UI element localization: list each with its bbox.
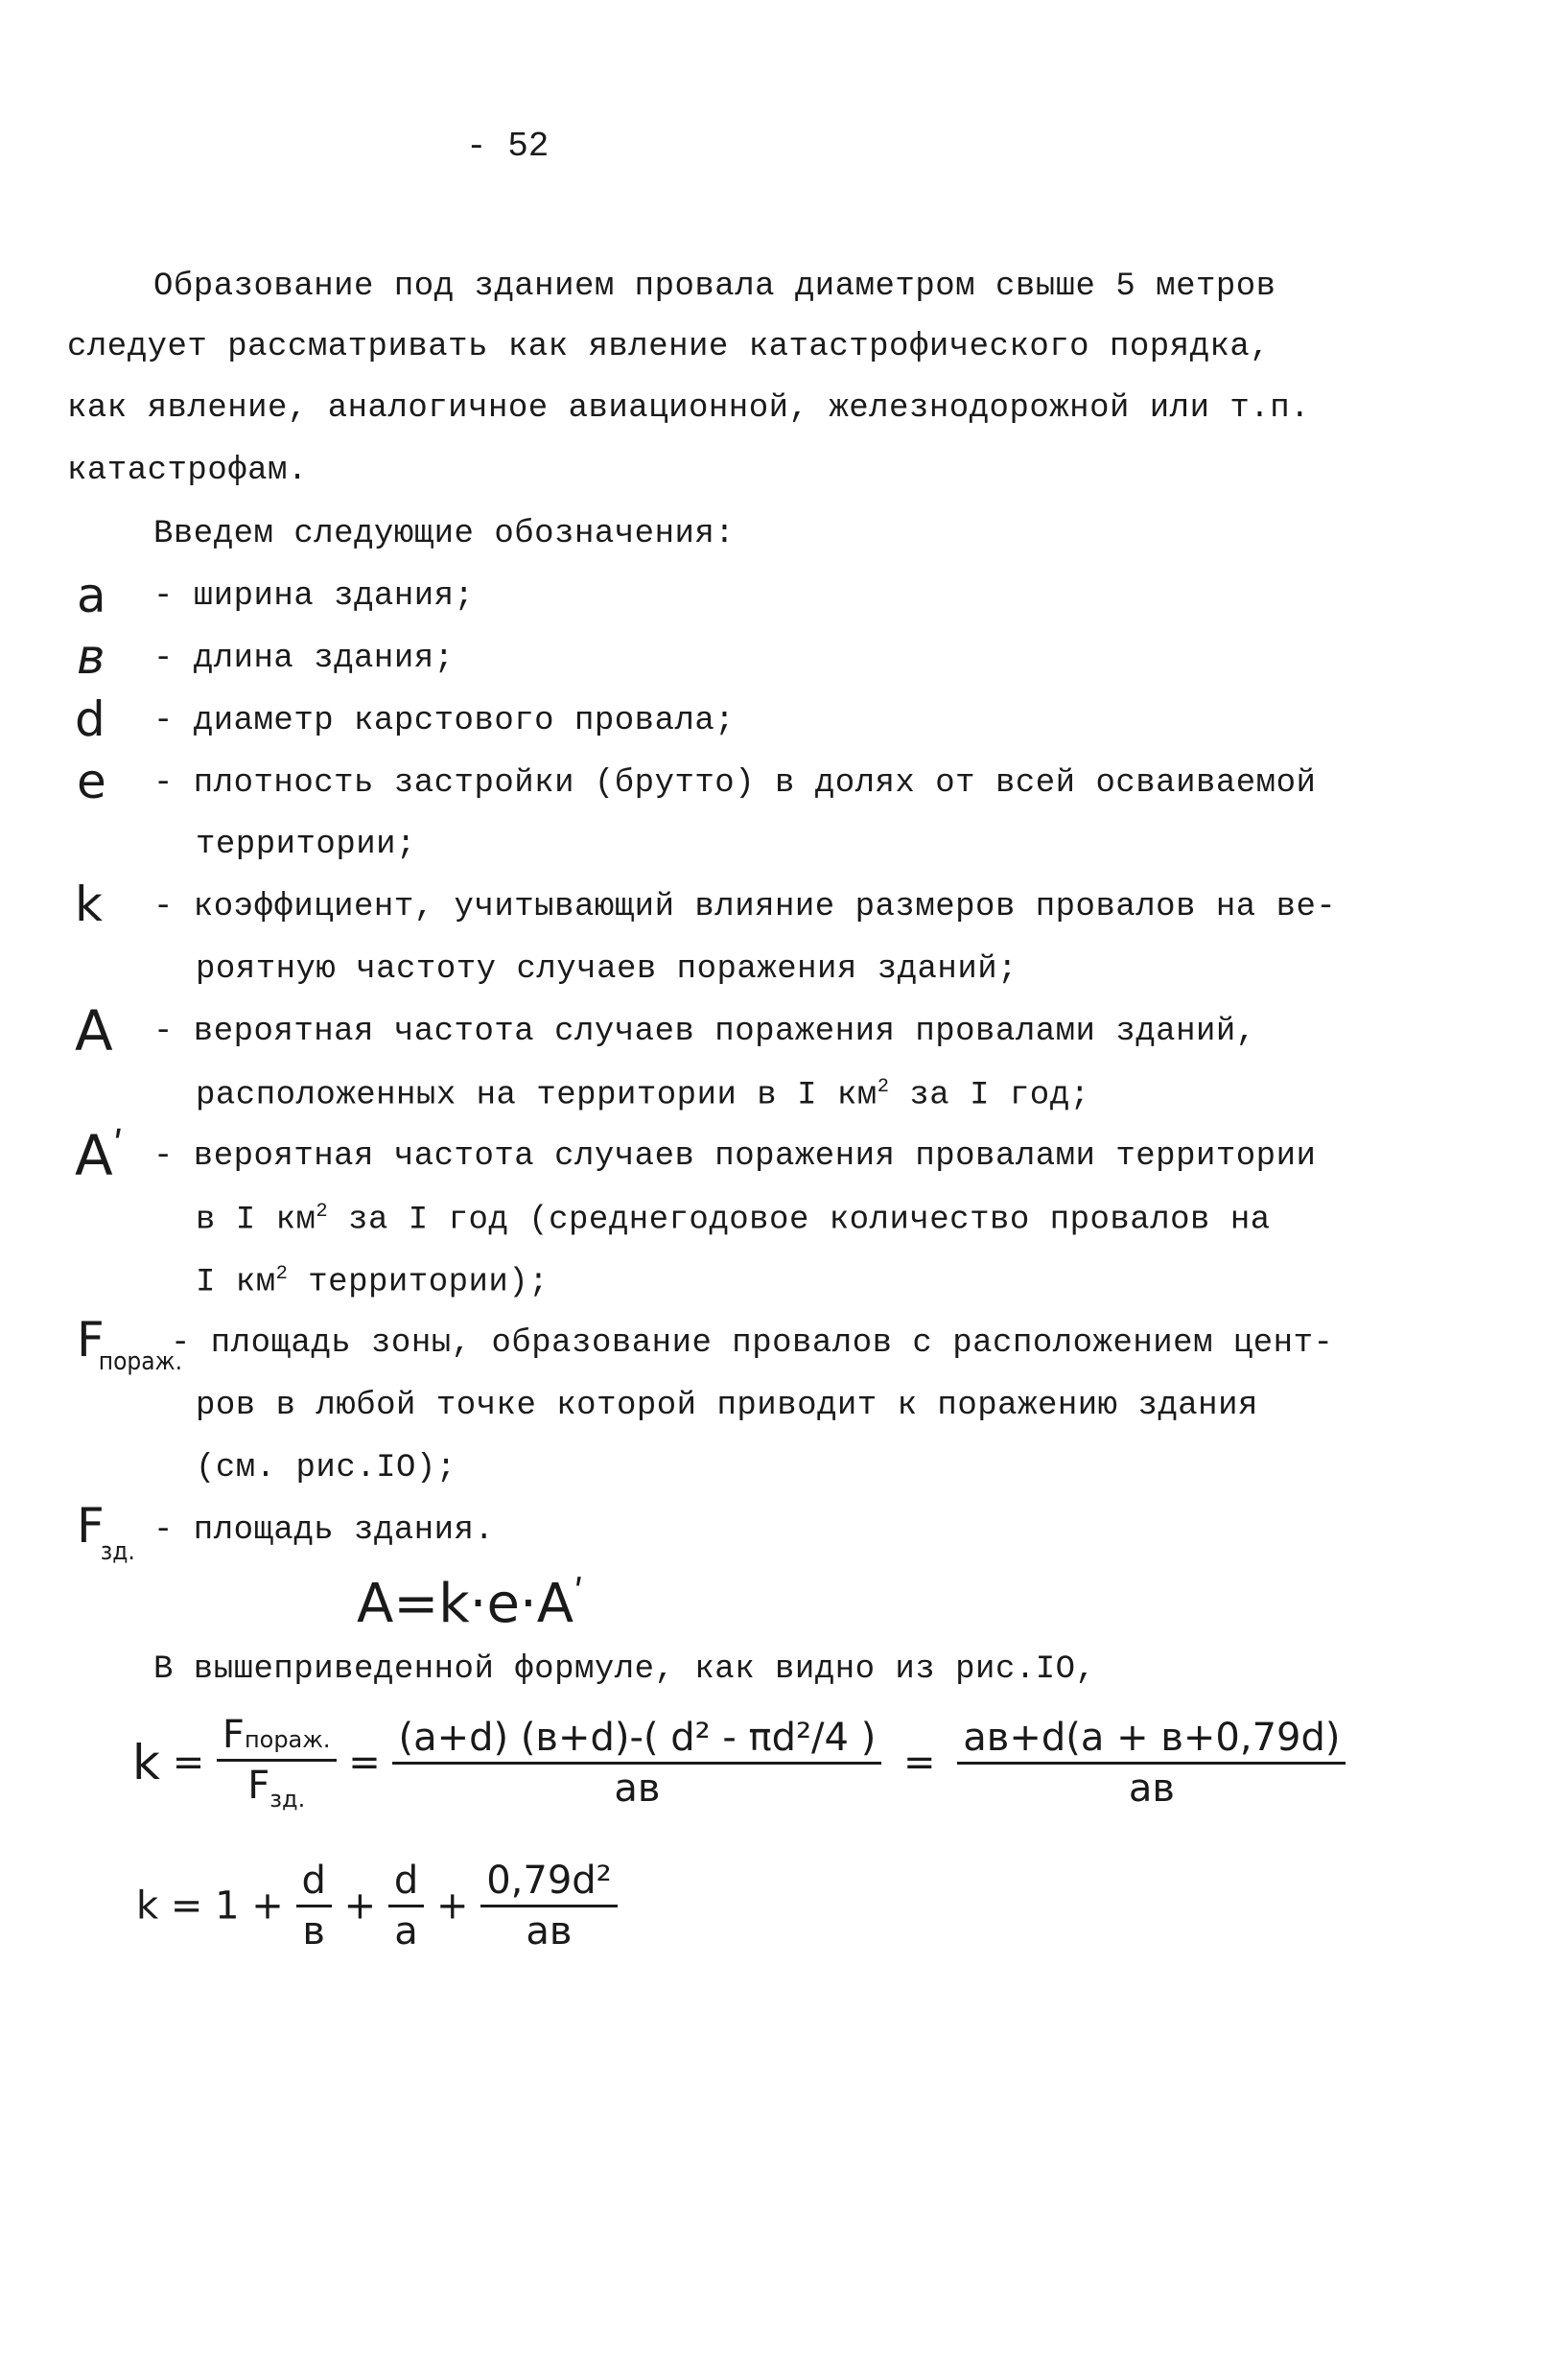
symbol-A-prime-mark: ʹ: [112, 1125, 124, 1169]
formula-A-A1: A: [536, 1573, 574, 1635]
fraction-F-num-sub: пораж.: [244, 1726, 331, 1753]
symbol-d: d: [75, 691, 105, 747]
def-A-line2: [196, 1076, 1090, 1113]
symbol-F-porazh-letter: F: [77, 1312, 105, 1368]
def-Fp-line2: ров в любой точке которой приводит к поражению здания: [196, 1388, 1258, 1424]
def-A1-sq2: 2: [275, 1263, 289, 1285]
fraction-079-num: 0,79d²: [480, 1859, 618, 1907]
formula-A-prime: ʹ: [573, 1573, 584, 1615]
formula-k1-eq3: =: [903, 1741, 936, 1785]
symbol-A: A: [75, 998, 113, 1064]
fraction-079: [480, 1859, 618, 1954]
fraction-d-b-den: в: [302, 1909, 325, 1954]
formula-k1-k: k: [132, 1735, 160, 1790]
symbol-F-zd-letter: F: [77, 1498, 105, 1554]
fraction-F-den-sub: зд.: [269, 1786, 306, 1813]
formula-k2-plus1: +: [343, 1883, 377, 1929]
formula-k2: [136, 1859, 618, 1954]
fraction-d-b: [296, 1859, 332, 1954]
symbol-F-porazh: [77, 1312, 183, 1376]
formula-k2-lhs: k = 1 +: [136, 1883, 284, 1929]
def-A-line1: - вероятная частота случаев поражения провалами зданий,: [153, 1014, 1256, 1050]
fraction-d-b-num: d: [296, 1859, 332, 1907]
def-k-line1: - коэффициент, учитывающий влияние размеров провалов на ве-: [153, 889, 1337, 925]
def-a: - ширина здания;: [153, 578, 475, 615]
symbol-a: a: [77, 568, 106, 623]
fraction-079-den: aв: [526, 1909, 573, 1954]
fraction-d-a: [388, 1859, 424, 1954]
def-A1-line3a: I км: [196, 1264, 276, 1301]
def-A1-sq1: 2: [316, 1201, 329, 1223]
def-d: - диаметр карстового провала;: [153, 703, 736, 739]
symbol-e: e: [77, 754, 106, 809]
para1-line1: Образование под зданием провала диаметром свыше 5 метров: [153, 269, 1276, 305]
def-k-line2: роятную частоту случаев поражения зданий;: [196, 951, 1018, 988]
fraction-mid-den: aв: [614, 1766, 661, 1811]
fraction-F: [217, 1713, 337, 1813]
fraction-F-den-letter: F: [247, 1764, 270, 1808]
def-e-line1: - плотность застройки (брутто) в долях от всей осваиваемой: [153, 765, 1317, 802]
formula-A-dot2: ·: [519, 1573, 537, 1635]
para1-line3: как явление, аналогичное авиационной, железнодорожной или т.п.: [67, 390, 1311, 427]
def-A1-line1: - вероятная частота случаев поражения провалами территории: [153, 1138, 1317, 1175]
fraction-mid-num: (a+d) (в+d)-( d² - πd²/4 ): [392, 1716, 881, 1765]
def-A1-line2a: в I км: [196, 1202, 316, 1239]
fraction-right-den: aв: [1128, 1766, 1175, 1811]
def-A-line2b: за I год;: [889, 1077, 1090, 1114]
fraction-d-a-den: a: [394, 1909, 418, 1954]
def-Fp-line3: (см. рис.IO);: [196, 1450, 456, 1486]
formula-A-dot1: ·: [469, 1573, 487, 1635]
fraction-F-den: [217, 1762, 337, 1813]
para2: В вышеприведенной формуле, как видно из рис.IO,: [153, 1651, 1096, 1688]
formula-k1: [132, 1713, 1346, 1813]
formula-k1-eq2: =: [348, 1741, 381, 1785]
symbol-F-zd: [77, 1498, 135, 1566]
fraction-right: [957, 1716, 1346, 1811]
symbol-F-zd-sub: зд.: [100, 1537, 135, 1566]
fraction-F-num-letter: F: [222, 1713, 245, 1757]
def-Fp-line1: - площадь зоны, образование провалов с расположением цент-: [171, 1325, 1334, 1362]
def-A1-line2: [196, 1201, 1271, 1238]
para1-line2: следует рассматривать как явление катастрофического порядка,: [67, 329, 1271, 365]
symbol-k: k: [75, 877, 103, 932]
formula-A-k: k: [438, 1573, 470, 1635]
def-A1-line3b: территории);: [288, 1264, 550, 1301]
formula-k1-eq1: =: [172, 1741, 205, 1785]
def-b: - длина здания;: [153, 641, 455, 677]
formula-A: [357, 1573, 584, 1635]
formula-A-eq: =: [393, 1573, 439, 1635]
symbol-F-porazh-sub: пораж.: [98, 1347, 183, 1376]
def-A1-line3: [196, 1263, 549, 1300]
def-A-line2a: расположенных на территории в I км: [196, 1077, 878, 1114]
intro-line: Введем следующие обозначения:: [153, 516, 736, 552]
formula-A-e: e: [486, 1573, 520, 1635]
symbol-b: в: [77, 629, 105, 685]
symbol-A-prime: [75, 1123, 124, 1188]
def-A-sq: 2: [877, 1076, 890, 1098]
fraction-right-num: aв+d(a + в+0,79d): [957, 1716, 1346, 1765]
formula-k2-plus2: +: [435, 1883, 469, 1929]
def-e-line2: территории;: [196, 827, 416, 863]
formula-A-lhs: A: [357, 1573, 394, 1635]
fraction-mid: [392, 1716, 881, 1811]
def-Fz: - площадь здания.: [153, 1512, 495, 1549]
fraction-F-num: [217, 1713, 337, 1762]
fraction-d-a-num: d: [388, 1859, 424, 1907]
def-A1-line2b: за I год (среднегодовое количество провалов на: [328, 1202, 1271, 1239]
symbol-A-prime-letter: A: [75, 1123, 113, 1188]
para1-line4: катастрофам.: [67, 453, 308, 489]
page-number: - 52: [466, 127, 550, 166]
